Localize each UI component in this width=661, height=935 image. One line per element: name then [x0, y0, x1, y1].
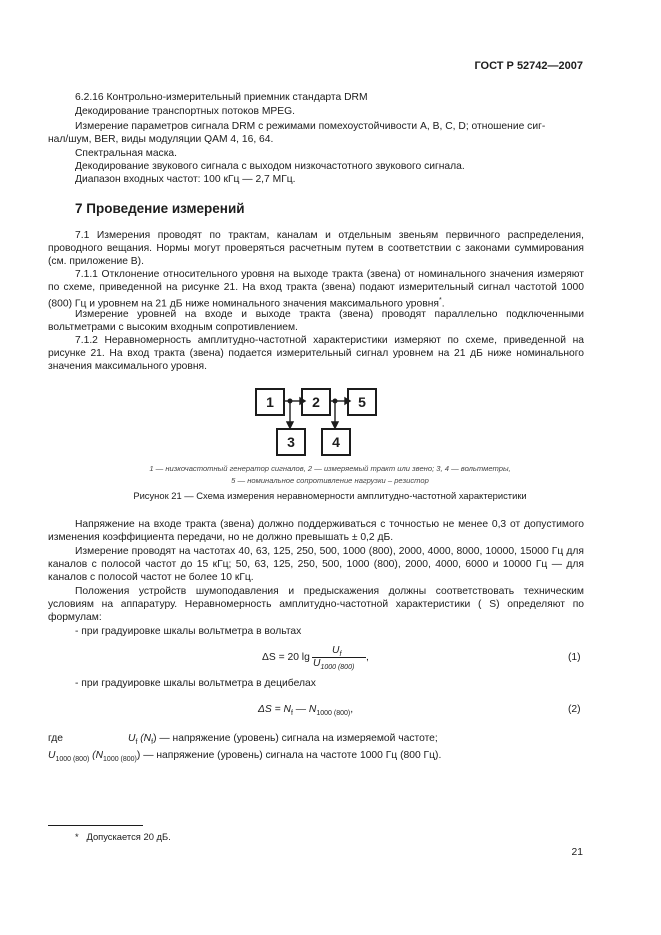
- bullet-volts: - при градуировке шкалы вольтметра в вольтах: [75, 626, 302, 637]
- section-7-heading: 7 Проведение измерений: [75, 201, 245, 216]
- formula-1-numerator: $U_f$: [332, 645, 342, 659]
- paragraph-7-1: 7.1 Измерения проводят по трактам, каналам и отдельным звеньям первичного распределения, проводного вещания. Нормы могут проверяться расчетным путем в соответствии с законами суммирования (см. приложение В).: [48, 230, 584, 268]
- formula-1-lhs: ΔS = 20 lg: [262, 652, 310, 663]
- section-626-line6: Диапазон входных частот: 100 кГц — 2,7 МГц.: [75, 174, 296, 185]
- footnote-reference: *: [438, 297, 442, 305]
- paragraph-7-1-2: 7.1.2 Неравномерность амплитудно-частотной характеристики измеряют по схеме, приведенной на рисунке 21. На вход тракта (звена) подается измерительный сигнал уровнем на 21 дБ ниже номинального значения максимального уровня.: [48, 335, 584, 373]
- footnote-mark: *: [75, 831, 79, 842]
- paragraph-7-1-1: 7.1.1 Отклонение относительного уровня на выходе тракта (звена) от номинального значения измеряют по схеме, приведенной на рисунке 21. На вход тракта (звена) подают измерительный сигнал частотой 1000 (800) Гц и уровнем на 21 дБ ниже номинального значения максимального уровня*.: [48, 269, 584, 310]
- paragraph-frequencies: Измерение проводят на частотах 40, 63, 125, 250, 500, 1000 (800), 2000, 4000, 8000, 10000, 15000 Гц для каналов с полосой частот до 15 кГц; 50, 63, 125, 250, 500, 1000 (800), 2000, 4000, 6000 и 10000 Гц — для каналов с полосой частот не более 10 кГц.: [48, 546, 584, 584]
- footnote-text: Допускается 20 дБ.: [86, 831, 171, 842]
- paragraph-7-1-1-b: Измерение уровней на входе и выходе тракта (звена) проводят параллельно подключенными вольтметрами с высоким входным сопротивлением.: [48, 309, 584, 334]
- figure-caption: Рисунок 21 — Схема измерения неравномерности амплитудно-частотной характеристики: [133, 490, 527, 501]
- figure-legend-line1: 1 — низкочастотный генератор сигналов, 2 — измеряемый тракт или звено; 3, 4 — вольтметры,: [149, 464, 511, 473]
- section-626-line5: Декодирование звукового сигнала с выходом низкочастотного звукового сигнала.: [75, 161, 465, 172]
- page-number: 21: [571, 847, 583, 858]
- paragraph-voltage-accuracy: Напряжение на входе тракта (звена) должно поддерживаться с точностью не менее 0,3 от допустимого изменения коэффициента передачи, но не должно превышать ± 0,2 дБ.: [48, 519, 584, 544]
- formula-1-number: (1): [568, 652, 581, 663]
- where-definition-1: $U_f$ $(N_f)$ — напряжение (уровень) сигнала на измеряемой частоте;: [128, 733, 438, 747]
- where-word: где: [48, 733, 64, 744]
- section-626-title: 6.2.16 Контрольно-измерительный приемник стандарта DRM: [75, 92, 368, 103]
- paragraph-noise-reduction: Положения устройств шумоподавления и предыскажения должны соответствовать техническим условиям на аппаратуру. Неравномерность амплитудно-частотной характеристики ( S) определяют по формулам:: [48, 586, 584, 624]
- section-626-line3a: Измерение параметров сигнала DRM с режимами помехоустойчивости A, B, C, D; отношение сиг-: [75, 121, 546, 132]
- formula-2-number: (2): [568, 704, 581, 715]
- formula-2: $\Delta S = N_f$ — $N_{1000 (800)}$,: [258, 704, 354, 718]
- where-definition-2: $U_{1000 (800)}$ $(N_{1000 (800)})$ — напряжение (уровень) сигнала на частоте 1000 Гц (800 Гц).: [48, 750, 442, 764]
- block-2-tract: 2: [301, 388, 331, 416]
- section-626-line3b: нал/шум, BER, виды модуляции QAM 4, 16, 64.: [48, 134, 274, 145]
- formula-1: [262, 644, 372, 674]
- block-1-generator: 1: [255, 388, 285, 416]
- footnote-separator: [48, 825, 143, 826]
- section-626-line4: Спектральная маска.: [75, 148, 178, 159]
- standard-header: ГОСТ Р 52742—2007: [474, 60, 583, 72]
- section-626-line2: Декодирование транспортных потоков MPEG.: [75, 106, 296, 117]
- footnote: [75, 830, 171, 843]
- block-4-voltmeter: 4: [321, 428, 351, 456]
- formula-1-denominator: $U_{1000 (800)}$: [313, 658, 355, 672]
- formula-1-comma: ,: [366, 652, 369, 663]
- bullet-decibels: - при градуировке шкалы вольтметра в децибелах: [75, 678, 316, 689]
- block-5-resistor: 5: [347, 388, 377, 416]
- block-3-voltmeter: 3: [276, 428, 306, 456]
- figure-legend-line2: 5 — номинальное сопротивление нагрузки – резистор: [231, 476, 429, 485]
